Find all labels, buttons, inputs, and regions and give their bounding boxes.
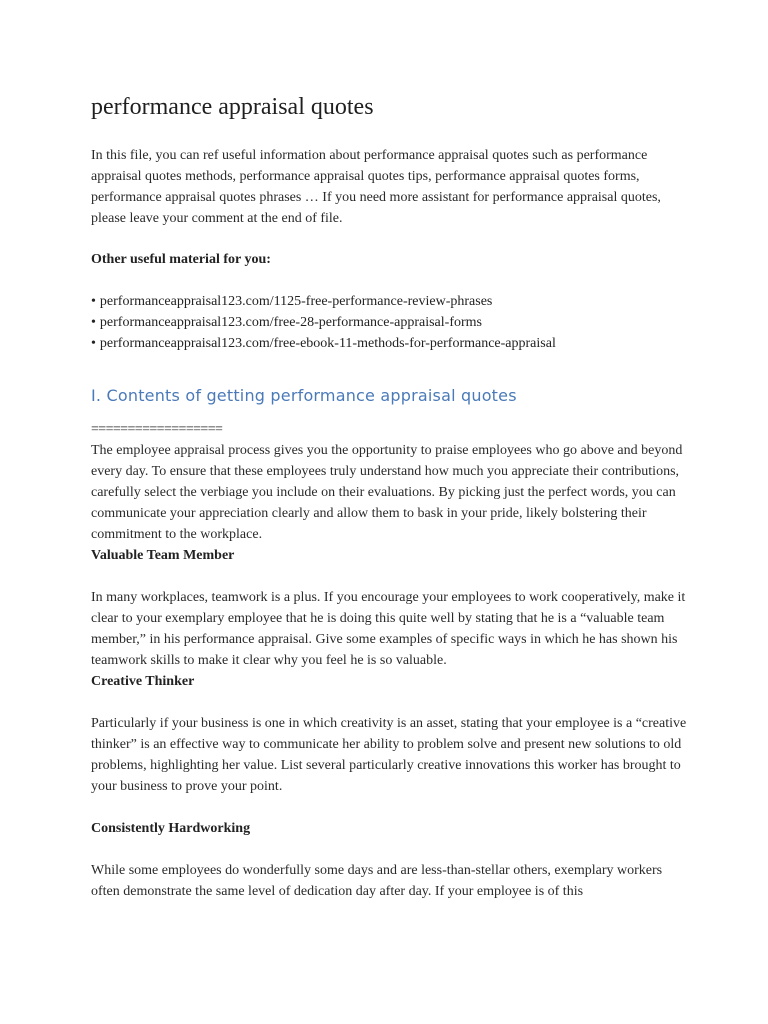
separator-rule: ================== [91,422,223,437]
section-heading: I. Contents of getting performance appraisal quotes [91,386,517,405]
paragraph-creative-thinker: Particularly if your business is one in which creativity is an asset, stating that your employee is a “creative thinker” is an effective way to communicate her ability to problem solve and present new solutions to old problems, highlighting her value. List several particularly creative innovations this worker has brought to your business to prove your point. [91,716,687,794]
link-text[interactable]: performanceappraisal123.com/free-ebook-11-methods-for-performance-appraisal [99,336,556,351]
intro-paragraph: In this file, you can ref useful information about performance appraisal quotes such as performance appraisal quotes methods, performance appraisal quotes tips, performance appraisal quotes forms, performance appraisal quotes phrases … If you need more assistant for performance appraisal quotes, please leave your comment at the end of file. [91,148,661,226]
subheading-creative-thinker: Creative Thinker [91,674,195,689]
page-title: performance appraisal quotes [91,94,374,120]
paragraph-consistently-hardworking: While some employees do wonderfully some days and are less-than-stellar others, exemplary workers often demonstrate the same level of dedication day after day. If your employee is of this [91,863,663,899]
bullet: • [91,315,96,330]
paragraph-valuable-team-member: In many workplaces, teamwork is a plus. If you encourage your employees to work cooperatively, make it clear to your exemplary employee that he is doing this quite well by stating that he is a “valuable team member,” in his performance appraisal. Give some examples of specific ways in which he has shown his teamwork skills to make it clear why you feel he is so valuable. [91,590,686,668]
bullet: • [91,294,96,309]
other-material-heading: Other useful material for you: [91,252,271,267]
bullet: • [91,336,96,351]
subheading-consistently-hardworking: Consistently Hardworking [91,821,251,836]
list-item[interactable] [91,291,688,312]
list-item[interactable] [91,312,688,333]
link-text[interactable]: performanceappraisal123.com/1125-free-performance-review-phrases [99,294,493,309]
link-text[interactable]: performanceappraisal123.com/free-28-performance-appraisal-forms [99,315,482,330]
link-list [91,291,688,354]
list-item[interactable] [91,333,688,354]
body-intro-paragraph: The employee appraisal process gives you the opportunity to praise employees who go above and beyond every day. To ensure that these employees truly understand how much you appreciate their contributions, carefully select the verbiage you include on their evaluations. By picking just the perfect words, you can communicate your appreciation clearly and allow them to bask in your pride, likely bolstering their commitment to the workplace. [91,443,683,542]
subheading-valuable-team-member: Valuable Team Member [91,548,235,563]
